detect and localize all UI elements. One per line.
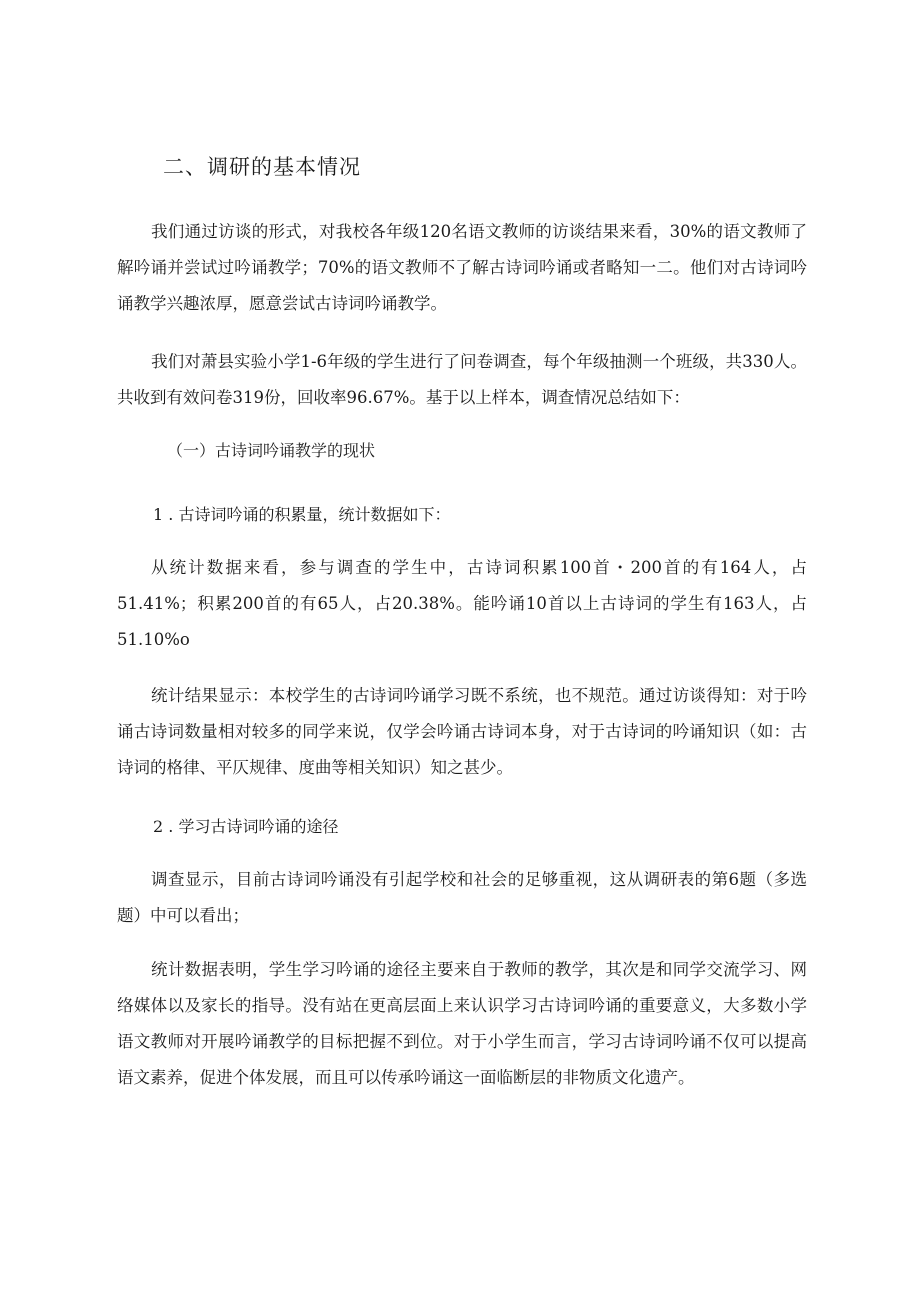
paragraph-student-survey: 我们对萧县实验小学1-6年级的学生进行了问卷调查，每个年级抽测一个班级，共330人。共收到有效问卷319份，回收率96.67%。基于以上样本，调查情况总结如下： (117, 352, 807, 407)
paragraph-teacher-interview: 我们通过访谈的形式，对我校各年级120名语文教师的访谈结果来看，30%的语文教师了解吟诵并尝试过吟诵教学；70%的语文教师不了解古诗词吟诵或者略知一二。他们对古诗词吟诵教学兴趣浓厚，愿意尝试古诗词吟诵教学。 (117, 222, 807, 313)
paragraph-statistics: 从统计数据来看，参与调查的学生中，古诗词积累100首・200首的有164人，占51.41%；积累200首的有65人，占20.38%。能吟诵10首以上古诗词的学生有163人，占51.10%o (117, 558, 807, 649)
paragraph-conclusion: 统计数据表明，学生学习吟诵的途径主要来自于教师的教学，其次是和同学交流学习、网络媒体以及家长的指导。没有站在更高层面上来认识学习古诗词吟诵的重要意义，大多数小学语文教师对开展吟诵教学的目标把握不到位。对于小学生而言，学习古诗词吟诵不仅可以提高语文素养，促进个体发展，而且可以传承吟诵这一面临断层的非物质文化遗产。 (117, 960, 807, 1087)
section-heading: 二、调研的基本情况 (163, 155, 361, 179)
list-item-accumulation: 1 . 古诗词吟诵的积累量，统计数据如下： (153, 505, 451, 524)
list-item-learning-paths: 2 . 学习古诗词吟诵的途径 (153, 817, 339, 836)
paragraph-results: 统计结果显示：本校学生的古诗词吟诵学习既不系统，也不规范。通过访谈得知：对于吟诵古诗词数量相对较多的同学来说，仅学会吟诵古诗词本身，对于古诗词的吟诵知识（如：古诗词的格律、平仄规律、度曲等相关知识）知之甚少。 (117, 686, 807, 777)
subsection-heading-status: （一）古诗词吟诵教学的现状 (167, 441, 376, 460)
paragraph-survey-display: 调查显示，目前古诗词吟诵没有引起学校和社会的足够重视，这从调研表的第6题（多选题）中可以看出； (117, 870, 807, 925)
